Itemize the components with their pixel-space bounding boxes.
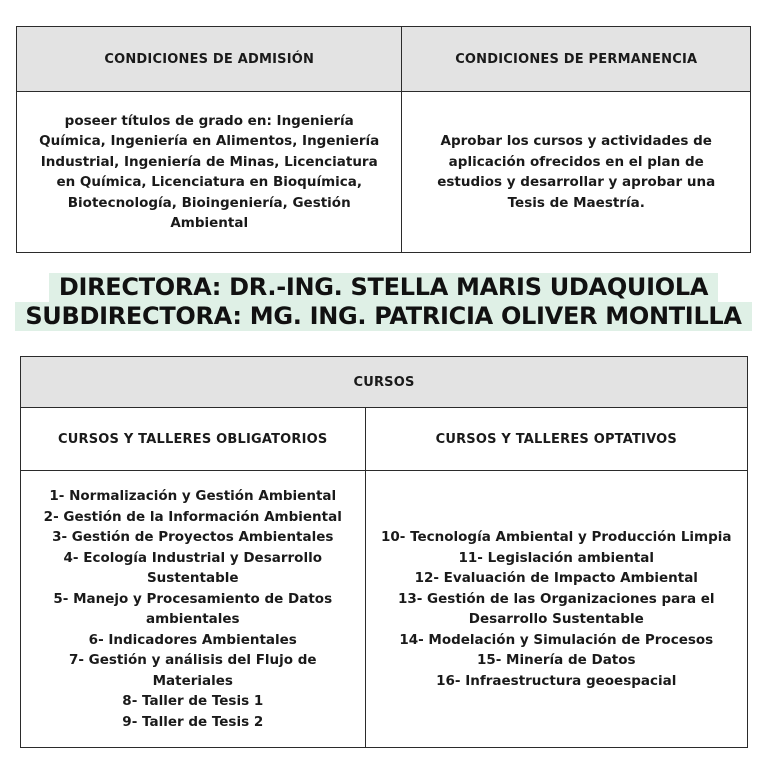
list-item: 11- Legislación ambiental: [458, 549, 655, 566]
list-item: 15- Minería de Datos: [476, 652, 636, 668]
mandatory-list: [21, 486, 365, 732]
director-name: DIRECTORA: DR.-ING. STELLA MARIS UDAQUIOLA: [49, 273, 718, 302]
permanence-cell: [402, 92, 751, 253]
list-item: 14- Modelación y Simulación de Procesos: [399, 631, 714, 648]
list-item: 13- Gestión de las Organizaciones para el Desarrollo Sustentable: [397, 590, 715, 627]
list-item: 12- Evaluación de Impacto Ambiental: [414, 570, 698, 586]
mandatory-header: CURSOS Y TALLERES OBLIGATORIOS: [21, 408, 366, 471]
list-item: 5- Manejo y Procesamiento de Datos ambientales: [53, 590, 333, 627]
admission-text: poseer títulos de grado en: Ingeniería Química, Ingeniería en Alimentos, Ingeniería Industrial, Ingeniería de Minas, Licenciatura en Química, Licenciatura en Bioquímica, Biotecnología, Bioingeniería, Gestión Ambiental: [39, 112, 380, 231]
permanence-header: CONDICIONES DE PERMANENCIA: [402, 27, 751, 92]
list-item: 10- Tecnología Ambiental y Producción Limpia: [380, 529, 732, 545]
list-item: 7- Gestión y análisis del Flujo de Materiales: [68, 652, 317, 689]
subdirector-name: SUBDIRECTORA: MG. ING. PATRICIA OLIVER MONTILLA: [15, 302, 751, 331]
admission-table: [16, 26, 751, 253]
mandatory-cell: [21, 471, 366, 748]
admission-header: CONDICIONES DE ADMISIÓN: [17, 27, 402, 92]
optional-header: CURSOS Y TALLERES OPTATIVOS: [365, 408, 747, 471]
courses-title: CURSOS: [21, 357, 748, 408]
authorities-block: [16, 264, 751, 340]
courses-table: [20, 356, 748, 748]
list-item: 6- Indicadores Ambientales: [88, 631, 297, 648]
admission-cell: [17, 92, 402, 253]
list-item: 8- Taller de Tesis 1: [122, 693, 264, 709]
list-item: 16- Infraestructura geoespacial: [436, 672, 677, 689]
list-item: 2- Gestión de la Información Ambiental: [43, 508, 342, 525]
permanence-text: Aprobar los cursos y actividades de aplicación ofrecidos en el plan de estudios y desarrollar y aprobar una Tesis de Maestría.: [437, 133, 716, 211]
list-item: 4- Ecología Industrial y Desarrollo Sustentable: [63, 549, 322, 586]
optional-cell: [365, 471, 747, 748]
list-item: 9- Taller de Tesis 2: [122, 713, 264, 730]
optional-list: [366, 527, 747, 691]
list-item: 3- Gestión de Proyectos Ambientales: [52, 529, 334, 545]
list-item: 1- Normalización y Gestión Ambiental: [49, 488, 337, 504]
